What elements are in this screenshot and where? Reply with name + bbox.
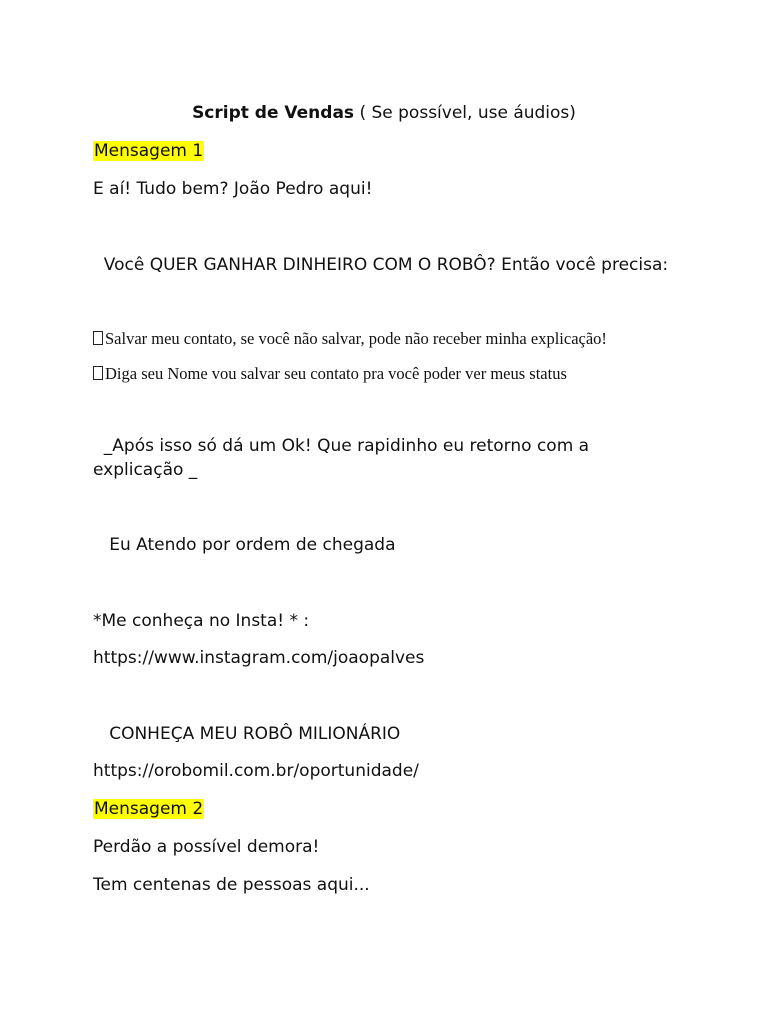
instruction-line-1: _Após isso só dá um Ok! Que rapidinho eu retorno com a (93, 436, 590, 456)
instagram-link[interactable]: https://www.instagram.com/joaopalves (93, 648, 425, 668)
title-bold: Script de Vendas (192, 103, 355, 123)
insta-label: *Me conheça no Insta! * : (93, 611, 310, 631)
apology-line: Perdão a possível demora! (93, 837, 320, 857)
instruction-line-2: explicação _ (93, 460, 198, 480)
highlighted-label: Mensagem 2 (94, 799, 204, 819)
question-line: Você QUER GANHAR DINHEIRO COM O ROBÔ? Então você precisa: (93, 255, 669, 275)
greeting-line: E aí! Tudo bem? João Pedro aqui! (93, 179, 373, 199)
empty-checkbox-icon (93, 366, 103, 380)
robot-heading: CONHEÇA MEU ROBÔ MILIONÁRIO (93, 724, 401, 744)
message-2-heading (93, 797, 204, 821)
title-note: ( Se possível, use áudios) (354, 103, 576, 123)
opportunity-link[interactable]: https://orobomil.com.br/oportunidade/ (93, 761, 419, 781)
message-1-heading (93, 139, 204, 163)
checklist-item-save-contact (93, 327, 607, 351)
checklist-item-text: Salvar meu contato, se você não salvar, pode não receber minha explicação! (105, 329, 607, 348)
checklist-item-tell-name (93, 362, 567, 386)
empty-checkbox-icon (93, 331, 103, 345)
highlighted-label: Mensagem 1 (94, 141, 204, 161)
checklist-item-text: Diga seu Nome vou salvar seu contato pra você poder ver meus status (105, 364, 567, 383)
document-title (0, 101, 768, 125)
order-line: Eu Atendo por ordem de chegada (93, 535, 396, 555)
crowd-line: Tem centenas de pessoas aqui... (93, 875, 370, 895)
